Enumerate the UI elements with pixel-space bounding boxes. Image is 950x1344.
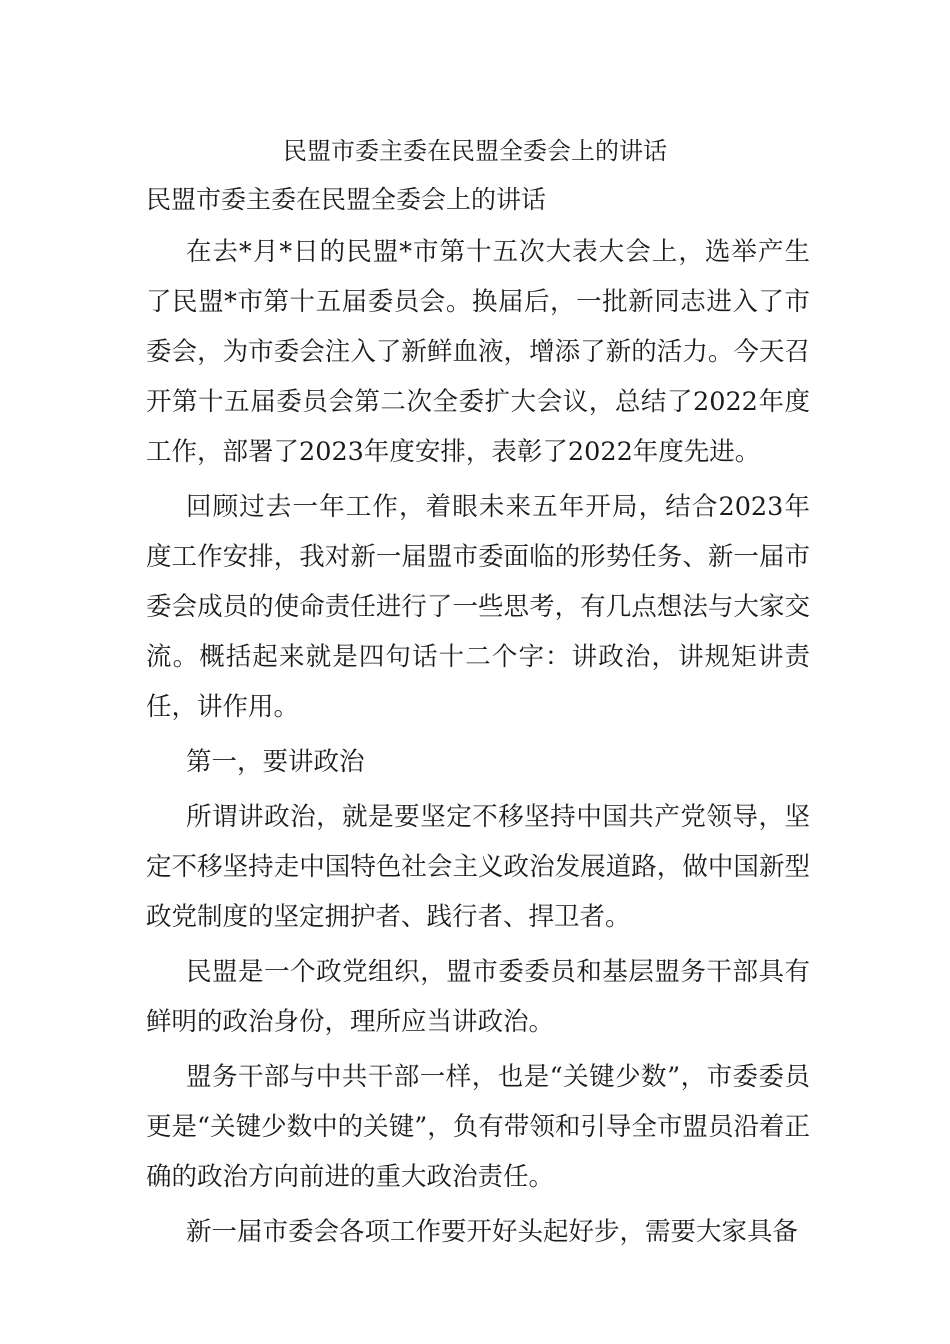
paragraph-key-minority: 盟务干部与中共干部一样，也是“关键少数”，市委委员更是“关键少数中的关键”，负有带领和引导全市盟员沿着正确的政治方向前进的重大政治责任。	[146, 1062, 810, 1192]
paragraph-politics-definition: 所谓讲政治，就是要坚定不移坚持中国共产党领导，坚定不移坚持走中国特色社会主义政治发展道路，做中国新型政党制度的坚定拥护者、践行者、捍卫者。	[146, 802, 810, 932]
section-heading-politics: 第一，要讲政治	[186, 747, 365, 777]
document-subtitle: 民盟市委主委在民盟全委会上的讲话	[146, 185, 547, 214]
document-body	[146, 227, 810, 1262]
document-title: 民盟市委主委在民盟全委会上的讲话	[283, 137, 667, 165]
paragraph-intro: 在去*月*日的民盟*市第十五次大表大会上，选举产生了民盟*市第十五届委员会。换届后，一批新同志进入了市委会，为市委会注入了新鲜血液，增添了新的活力。今天召开第十五届委员会第二次全委扩大会议，总结了2022年度工作，部署了2023年度安排，表彰了2022年度先进。	[146, 237, 810, 467]
paragraph-political-identity: 民盟是一个政党组织，盟市委委员和基层盟务干部具有鲜明的政治身份，理所应当讲政治。	[146, 957, 810, 1037]
paragraph-review: 回顾过去一年工作，着眼未来五年开局，结合2023年度工作安排，我对新一届盟市委面临的形势任务、新一届市委会成员的使命责任进行了一些思考，有几点想法与大家交流。概括起来就是四句话十二个字：讲政治，讲规矩讲责任，讲作用。	[146, 492, 810, 722]
paragraph-new-term: 新一届市委会各项工作要开好头起好步，需要大家具备	[186, 1217, 799, 1247]
